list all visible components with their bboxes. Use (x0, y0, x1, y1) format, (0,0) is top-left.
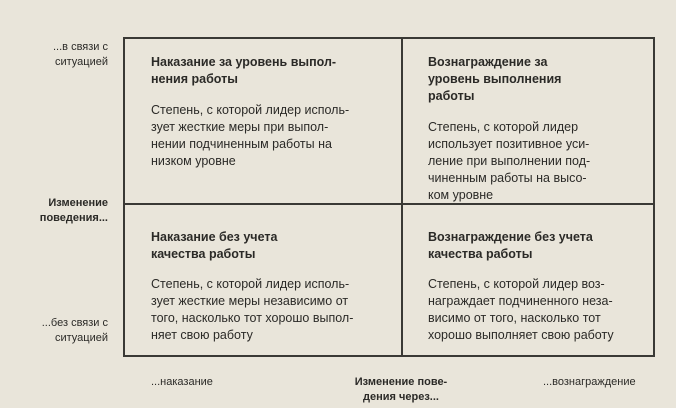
quadrant-title: Вознаграждение за уровень выполнения работы (428, 55, 562, 103)
y-axis-top-label: ...в связи с ситуацией (53, 41, 108, 68)
quadrant-top-right (428, 54, 668, 204)
quadrant-bottom-right (428, 229, 668, 344)
y-axis-bottom-label: ...без связи с ситуацией (41, 317, 108, 344)
quadrant-description: Степень, с которой лидер исполь- зует жесткие меры независимо от того, насколько тот хорошо выпол- няет свою работу (151, 277, 354, 342)
y-axis-title: Изменение поведения... (39, 197, 108, 224)
quadrant-bottom-left (151, 229, 391, 344)
grid-vertical-divider (401, 37, 403, 357)
x-axis-title: Изменение пове- дения через... (354, 376, 448, 403)
quadrant-description: Степень, с которой лидер использует позитивное уси- ление при выполнении под- чиненным работы на высо- ком уровне (428, 120, 591, 202)
quadrant-title: Наказание без учета качества работы (151, 230, 278, 261)
quadrant-description: Степень, с которой лидер воз- награждает подчиненного неза- висимо от того, насколько тот хорошо выполняет свою работу (428, 277, 614, 342)
x-axis-left-label: ...наказание (151, 376, 213, 388)
quadrant-title: Вознаграждение без учета качества работы (428, 230, 593, 261)
quadrant-top-left (151, 54, 391, 170)
x-axis-right-label: ...вознаграждение (543, 376, 636, 388)
quadrant-title: Наказание за уровень выпол- нения работы (151, 55, 337, 86)
quadrant-description: Степень, с которой лидер исполь- зует жесткие меры при выпол- нении подчиненным работы на низком уровне (151, 103, 350, 168)
